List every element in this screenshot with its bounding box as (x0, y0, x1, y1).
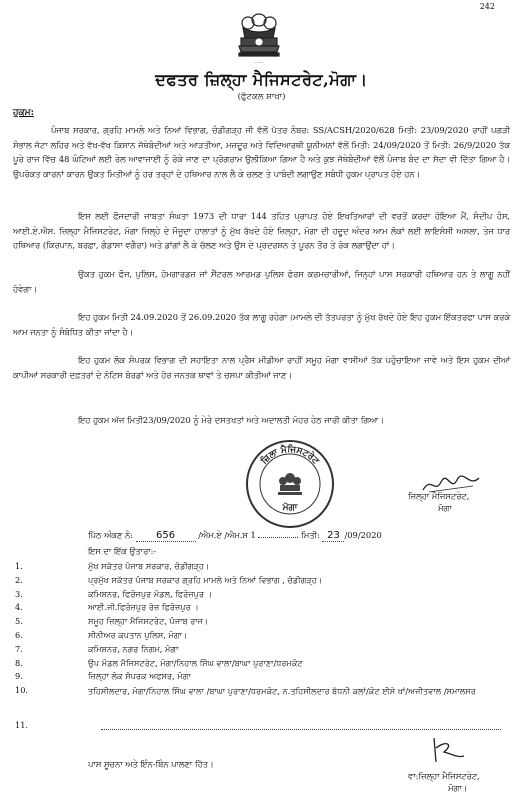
signature-scribble-2 (428, 734, 468, 766)
list-item: 3. ਕਮਿਸ਼ਨਰ, ਫਿਰੋਜ਼ਪੁਰ ਮੰਡਲ, ਫਿਰੋਜ਼ਪੁਰ । (15, 588, 213, 599)
signatory-1 (408, 490, 469, 514)
official-seal-stamp (244, 438, 336, 530)
endorsement-reference: ਪਿੱਠ ਅੰਕਣ ਨੰ: 656 /ਐਮ.ਏ /ਐਮ.ਸ 1 ਮਿਤੀ: 23 /09/2020 (88, 530, 382, 541)
signatory-2-title: ਵਾ:ਜ਼ਿਲ੍ਹਾ ਮੈਜਿਸਟਰੇਟ, (408, 771, 480, 781)
order-heading: ਹੁਕਮ: (13, 108, 34, 118)
distribution-list (13, 561, 510, 734)
reference-date-day: 23 (322, 530, 344, 542)
signatory-1-place: ਮੋਗਾ (438, 503, 452, 513)
copy-to-heading: ਇਸ ਦਾ ਇੱਕ ਉਤਾਰਾ:- (88, 546, 157, 556)
list-item: 1. ਮੁੱਖ ਸਕੱਤਰ ਪੰਜਾਬ ਸਰਕਾਰ, ਚੰਡੀਗੜ੍ਹ। (15, 561, 210, 571)
office-title: ਦਫਤਰ ਜ਼ਿਲ੍ਹਾ ਮੈਜਿਸਟਰੇਟ,ਮੋਗਾ। (155, 70, 368, 89)
list-item: 9. ਜ਼ਿਲ੍ਹਾ ਲੋਕ ਸੰਪਰਕ ਅਫਸਰ, ਮੋਗਾ (15, 671, 191, 682)
order-paragraph-6: ਇਹ ਹੁਕਮ ਅੱਜ ਮਿਤੀ23/09/2020 ਨੂੰ ਮੇਰੇ ਦਸਤਖਤਾਂ ਅਤੇ ਅਦਾਲਤੀ ਮੋਹਰ ਹੇਠ ਜਾਰੀ ਕੀਤਾ ਗਿਆ। (78, 415, 384, 425)
signatory-1-title: ਜ਼ਿਲ੍ਹਾ ਮੈਜਿਸਟਰੇਟ, (408, 491, 470, 501)
order-paragraph-4: ਇਹ ਹੁਕਮ ਮਿਤੀ 24.09.2020 ਤੋਂ 26.09.2020 ਤੱਕ ਲਾਗੂ ਰਹੇਗਾ।ਮਾਮਲੇ ਦੀ ਤੱਤਪਰਤਾ ਨੂੰ ਮੁੱਖ ਰੱਖਦੇ ਹੋਏ ਇਹ ਹੁਕਮ ਇੱਕਤਰਫਾ ਪਾਸ ਕਰਕੇ ਆਮ ਜਨਤਾ ਨੂੰ ਸੰਬੋਧਿਤ ਕੀਤਾ ਜਾਂਦਾ ਹੈ। (13, 312, 510, 337)
stamp-top-text: ਜ਼ਿਲਾ ਮੈਜਿਸਟਰੇਟ (259, 444, 321, 467)
list-item: 7. ਕਮਿਸ਼ਨਰ, ਨਗਰ ਨਿਗਮ, ਮੋਗਾ (15, 643, 179, 654)
order-paragraph-5: ਇਹ ਹੁਕਮ ਲੋਕ ਸੰਪਰਕ ਵਿਭਾਗ ਦੀ ਸਹਾਇਤਾ ਨਾਲ ਪ੍ਰੈਸ ਮੀਡੀਆ ਰਾਹੀਂ ਸਮੂਹ ਮੋਗਾ ਵਾਸੀਆਂ ਤੱਕ ਪਹੁੰਚਾਇਆ ਜਾਵੇ ਅਤੇ ਇਸ ਹੁਕਮ ਦੀਆਂ ਕਾਪੀਆਂ ਸਰਕਾਰੀ ਦਫ਼ਤਰਾਂ ਦੇ ਨੋਟਿਸ ਬੋਰਡਾਂ ਅਤੇ ਹੋਰ ਜਨਤਕ ਥਾਵਾਂ ਤੇ ਚਸਪਾ ਕੀਤੀਆਂ ਜਾਣ। (13, 355, 510, 380)
order-paragraph-3: ਉਕਤ ਹੁਕਮ ਫੌਜ, ਪੁਲਿਸ, ਹੋਮਗਾਰਡਜ਼ ਜਾਂ ਸੈਂਟਰਲ ਆਰਮਡ ਪੁਲਿਸ ਫੋਰਸ ਕਰਮਚਾਰੀਆਂ, ਜਿਨ੍ਹਾਂ ਪਾਸ ਸਰਕਾਰੀ ਹਥਿਆਰ ਹਨ ਤੇ ਲਾਗੂ ਨਹੀਂ ਹੋਵੇਗਾ। (13, 269, 510, 294)
reference-number: 656 (136, 530, 196, 542)
list-item: 6. ਸੀਨੀਅਰ ਕਪਤਾਨ ਪੁਲਿਸ, ਮੋਗਾ। (15, 629, 188, 640)
information-note: ਪਾਸ ਸੂਚਨਾ ਅਤੇ ਇੰਨ-ਬਿੰਨ ਪਾਲਣਾ ਹਿੱਤ। (88, 759, 214, 769)
list-item: 10. ਤਹਿਸੀਲਦਾਰ, ਮੋਗਾ/ਨਿਹਾਲ ਸਿੰਘ ਵਾਲਾ /ਬਾਘਾ ਪੁਰਾਣਾ/ਧਰਮਕੋਟ, ਨ.ਤਹਿਸੀਲਦਾਰ ਬੱਧਨੀ ਕਲਾਂ/ਕੋਟ ਈਸੇ ਖਾਂ/ਅਜੀਤਵਾਲ /ਸਮਾਲਸਰ (15, 685, 476, 697)
national-emblem-icon (231, 8, 287, 66)
order-paragraph-2: ਇਸ ਲਈ ਫੌਜਦਾਰੀ ਜਾਬਤਾ ਸੰਘਤਾ 1973 ਦੀ ਧਾਰਾ 144 ਤਹਿਤ ਪ੍ਰਾਪਤ ਹੋਏ ਇਖਤਿਆਰਾਂ ਦੀ ਵਰਤੋਂ ਕਰਦਾ ਹੋਇਆ ਮੈਂ, ਸੰਦੀਪ ਹੰਸ, ਆਈ.ਏ.ਐਸ. ਜ਼ਿਲ੍ਹਾ ਮੈਜਿਸਟਰੇਟ, ਮੋਗਾ ਜ਼ਿਲ੍ਹੇ ਦੇ ਮੌਜੂਦਾ ਹਾਲਾਤਾਂ ਨੂੰ ਮੁੱਖ ਰੱਖਦੇ ਹੋਏ ਜ਼ਿਲ੍ਹਾ, ਮੋਗਾ ਦੀ ਹਦੂਦ ਅੰਦਰ ਆਮ ਲੋਕਾਂ ਲਈ ਲਾਇਸੰਸੀ ਅਸਲਾ, ਤੇਜ਼ ਧਾਰ ਹਥਿਆਰ (ਕਿਰਪਾਨ, ਬਰਛਾ, ਗੰਡਾਸਾ ਵਗੈਰਾ) ਅਤੇ ਡਾਂਗਾਂ ਲੈ ਕੇ ਚੱਲਣ ਅਤੇ ਉਸ ਦੇ ਪ੍ਰਦਰਸ਼ਨ ਤੇ ਪੂਰਨ ਤੌਰ ਤੇ ਰੋਕ ਲਗਾਉਂਦਾ ਹਾਂ। (13, 211, 510, 250)
list-item: 5. ਸਮੂਹ ਜ਼ਿਲ੍ਹਾ ਮੈਜਿਸਟਰੇਟ, ਪੰਜਾਬ ਰਾਜ। (15, 616, 209, 627)
signatory-2-place: ਮੋਗਾ। (448, 783, 468, 793)
page-number: 242 (479, 2, 495, 11)
blank-line (101, 720, 501, 730)
list-item: 2. ਪ੍ਰਮੁੱਖ ਸਕੱਤਰ ਪੰਜਾਬ ਸਰਕਾਰ ਗ੍ਰਹਿ ਮਾਮਲੇ ਅਤੇ ਨਿਆਂ ਵਿਭਾਗ , ਚੰਡੀਗੜ੍ਹ। (15, 574, 323, 585)
list-item: 8. ਉਪ ਮੰਡਲ ਮੈਜਿਸਟਰੇਟ, ਮੋਗਾ/ਨਿਹਾਲ ਸਿੰਘ ਵਾਲਾ/ਬਾਘਾ ਪੁਰਾਣਾ/ਧਰਮਕੋਟ (15, 657, 303, 668)
order-paragraph-1: ਪੰਜਾਬ ਸਰਕਾਰ, ਗ੍ਰਹਿ ਮਾਮਲੇ ਅਤੇ ਨਿਆਂ ਵਿਭਾਗ, ਚੰਡੀਗੜ੍ਹ ਜੀ ਵੱਲੋਂ ਪੱਤਰ ਨੰਬਰ: SS/ACSH/2020/628 ਮਿਤੀ: 23/09/2020 ਰਾਹੀਂ ਪਗੜੀ ਸੰਭਾਲ ਜੱਟਾ ਲਹਿਰ ਅਤੇ ਵੱਖ-ਵੱਖ ਕਿਸਾਨ ਜੱਥੇਬੰਦੀਆਂ ਅਤੇ ਆੜਤੀਆ, ਮਜ਼ਦੂਰ ਅਤੇ ਵਿਦਿਆਰਥੀ ਯੂਨੀਅਨਾਂ ਵੱਲੋਂ ਮਿਤੀ: 24/09/2020 ਤੋਂ ਮਿਤੀ: 26/9/2020 ਤੱਕ ਪੂਰੇ ਰਾਜ ਵਿੱਚ 48 ਘੰਟਿਆਂ ਲਈ ਰੇਲ ਆਵਾਜਾਈ ਨੂੰ ਰੋਕੇ ਜਾਣ ਦਾ ਪ੍ਰੋਗਰਾਮ ਉਲੀਕਿਆ ਗਿਆ ਹੈ ਅਤੇ ਕੁਝ ਜੱਥੇਬੰਦੀਆਂ ਵੱਲੋਂ ਪੰਜਾਬ ਬੰਦ ਦਾ ਸੱਦਾ ਵੀ ਦਿੱਤਾ ਗਿਆ ਹੈ। ਉਪਰੋਕਤ ਕਾਰਨਾਂ ਕਾਰਨ ਉਕਤ ਮਿਤੀਆਂ ਨੂੰ ਹਰ ਤਰ੍ਹਾਂ ਦੇ ਹਥਿਆਰ ਨਾਲ ਲੈ ਕੇ ਚਲਣ ਤੇ ਪਾਬੰਦੀ ਲਗਾਉਣ ਸਬੰਧੀ ਹੁਕਮ ਪ੍ਰਾਪਤ ਹੋਏ ਹਨ। (13, 125, 510, 179)
list-item: 11. (13, 720, 510, 734)
stamp-bottom-text: ਮੋਗਾ (282, 503, 298, 513)
svg-text:·····: ····· (255, 60, 263, 66)
list-item: 4. ਆਈ.ਜੀ.ਫਿਰੋਜ਼ਪੁਰ ਰੇਜ਼ ਫਿਰੋਜ਼ਪੁਰ । (15, 602, 199, 613)
branch-subtitle: (ਫੁੱਟਕਲ ਸ਼ਾਖਾ) (237, 92, 286, 102)
signatory-2 (408, 770, 480, 794)
